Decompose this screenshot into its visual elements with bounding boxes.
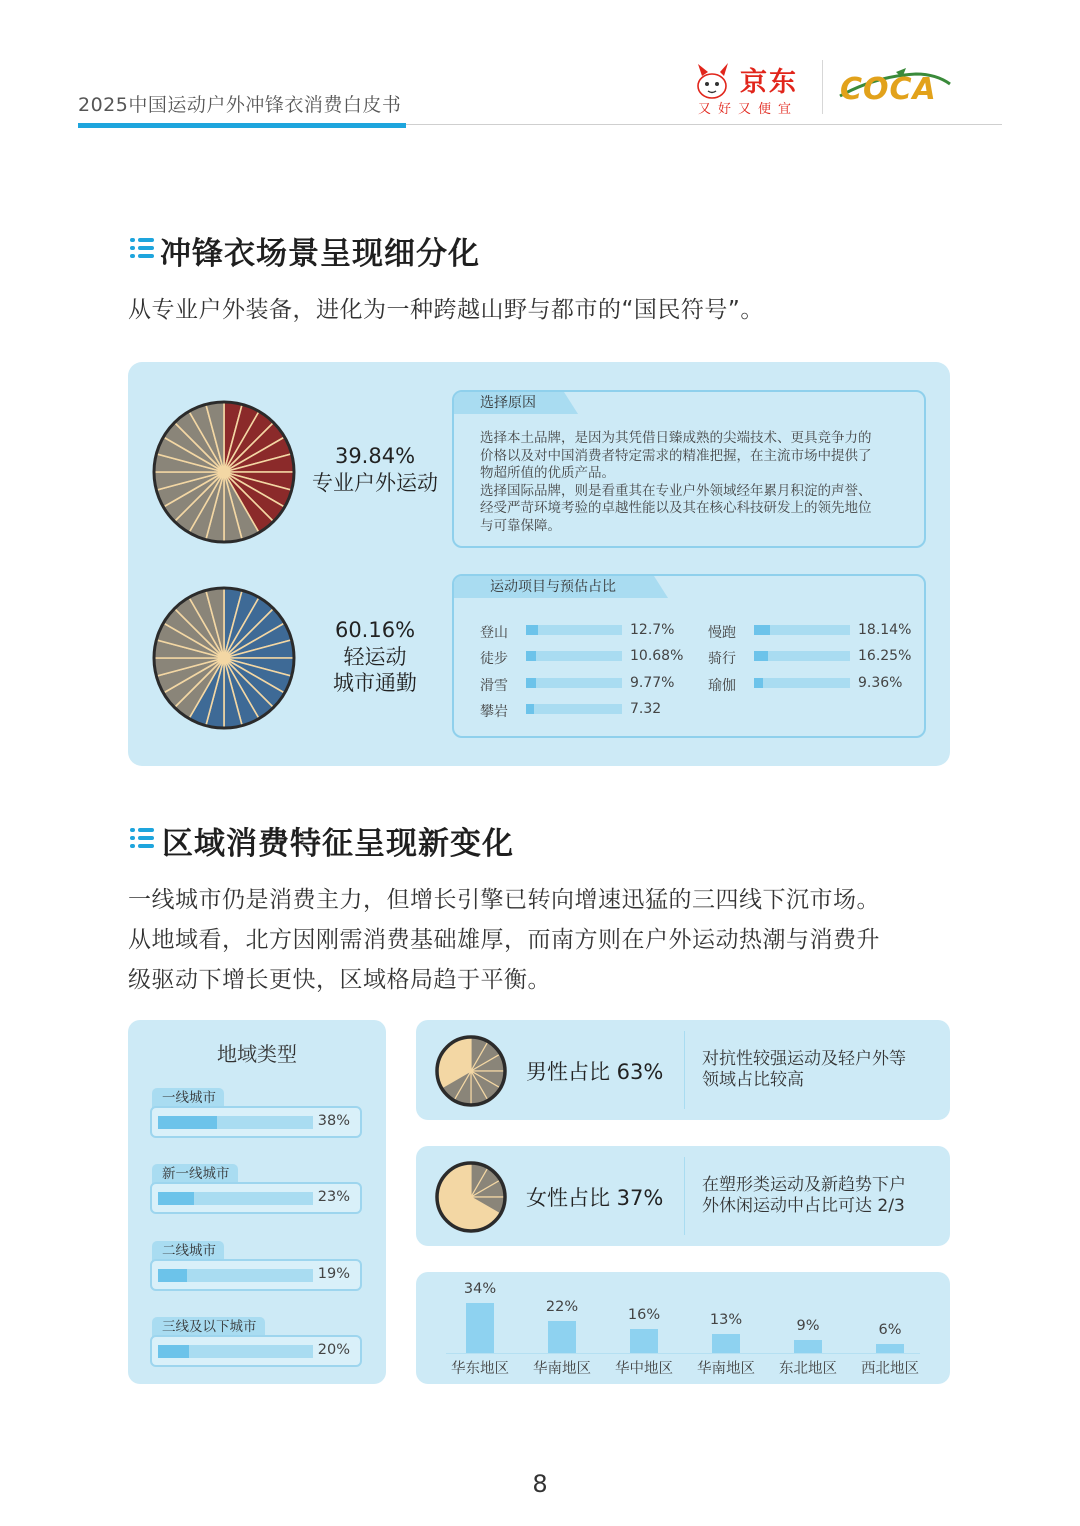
section2-intro: 一线城市仍是消费主力，但增长引擎已转向增速迅猛的三四线下沉市场。 从地域看，北方因刚需消费基础雄厚，而南方则在户外运动热潮与消费升 级驱动下增长更快，区域格局趋于平衡。 <box>128 887 880 993</box>
sport-bar <box>526 678 622 688</box>
city-tier-label: 二线城市 <box>152 1241 224 1261</box>
female-desc: 在塑形类运动及新趋势下户 外休闲运动中占比可达 2/3 <box>702 1175 906 1216</box>
bar-category-label: 东北地区 <box>779 1361 837 1377</box>
city-tier-value: 23% <box>317 1189 350 1205</box>
sport-value: 16.25% <box>858 648 912 664</box>
section1-intro: 从专业户外装备，进化为一种跨越山野与都市的“国民符号”。 <box>128 297 764 323</box>
sport-value: 7.32 <box>630 701 662 717</box>
pro-outdoor-label: 专业户外运动 <box>312 471 438 495</box>
logo-divider <box>822 60 823 114</box>
sports-box <box>452 574 926 738</box>
section2-title: 区域消费特征呈现新变化 <box>162 826 514 862</box>
city-tier-bar <box>150 1335 362 1367</box>
bar-category-label: 华东地区 <box>451 1361 509 1377</box>
list-heading-icon <box>130 236 154 260</box>
city-tier-bar <box>150 1182 362 1214</box>
sports-tab: 运动项目与预估占比 <box>454 576 654 598</box>
sport-bar <box>526 625 622 635</box>
bar-value-label: 9% <box>796 1317 820 1334</box>
light-sport-pct: 60.16% <box>334 618 416 642</box>
male-share-pie <box>432 1032 510 1110</box>
reason-text: 选择本土品牌，是因为其凭借日臻成熟的尖端技术、更具竞争力的 价格以及对中国消费者特定需求的精准把握，在主流市场中提供了 物超所值的优质产品。 选择国际品牌，则是看重其在专业户外领域经年累月积淀的声誉、 经受严苛环境考验的卓越性能以及其在核心科技研发上的领先地位 与可靠保障。 <box>480 430 872 534</box>
jd-brand-name: 京东 <box>740 67 798 98</box>
city-tier-label: 一线城市 <box>152 1088 224 1108</box>
region-title: 地域类型 <box>217 1042 297 1066</box>
bar <box>794 1340 822 1353</box>
pro-outdoor-pie <box>150 398 298 546</box>
region-card <box>128 1020 386 1384</box>
city-tier-label: 三线及以下城市 <box>152 1317 265 1337</box>
pro-outdoor-pct: 39.84% <box>334 444 416 468</box>
sport-value: 10.68% <box>630 648 684 664</box>
reason-box <box>452 390 926 548</box>
region-bar-chart <box>416 1272 950 1384</box>
bar <box>876 1344 904 1353</box>
bar <box>712 1334 740 1353</box>
sport-bar <box>754 625 850 635</box>
jd-slogan: 又好又便宜 <box>698 102 799 117</box>
male-card <box>416 1020 950 1120</box>
city-tier-bar <box>150 1106 362 1138</box>
sport-value: 9.77% <box>630 675 675 691</box>
city-tier-bar <box>150 1259 362 1291</box>
bar-value-label: 22% <box>545 1298 579 1315</box>
sport-bar <box>526 651 622 661</box>
sport-name: 徒步 <box>480 651 508 667</box>
city-tier-value: 38% <box>317 1113 350 1129</box>
header-accent-bar <box>78 123 406 128</box>
coca-logo <box>836 66 954 110</box>
sport-value: 9.36% <box>858 675 903 691</box>
city-tier-label: 新一线城市 <box>152 1164 238 1184</box>
bar-category-label: 华南地区 <box>697 1361 755 1377</box>
female-share-label: 女性占比 37% <box>526 1186 664 1210</box>
jd-logo <box>694 60 806 116</box>
coca-brand-name: COCA <box>840 72 937 107</box>
bar-category-label: 西北地区 <box>861 1361 919 1377</box>
sport-name: 骑行 <box>708 651 736 667</box>
sport-name: 登山 <box>480 625 508 641</box>
sport-name: 攀岩 <box>480 704 508 720</box>
sport-value: 18.14% <box>858 622 912 638</box>
male-desc: 对抗性较强运动及轻户外等 领域占比较高 <box>702 1049 906 1090</box>
page-number: 8 <box>532 1470 548 1498</box>
chart-baseline <box>446 1353 920 1354</box>
list-heading-icon <box>130 826 154 850</box>
bar-category-label: 华南地区 <box>533 1361 591 1377</box>
bar <box>548 1321 576 1353</box>
light-sport-label: 轻运动 <box>343 645 407 669</box>
light-sport-pie <box>150 584 298 732</box>
city-tier-value: 20% <box>317 1342 350 1358</box>
sport-bar <box>754 678 850 688</box>
commute-label: 城市通勤 <box>333 671 417 695</box>
bar-value-label: 34% <box>463 1281 497 1297</box>
sport-bar <box>526 704 622 714</box>
male-share-label: 男性占比 63% <box>526 1060 664 1084</box>
sport-name: 慢跑 <box>708 625 736 641</box>
sport-name: 瑜伽 <box>708 678 736 694</box>
bar-value-label: 6% <box>878 1322 902 1339</box>
reason-tab: 选择原因 <box>454 392 564 414</box>
section1-title: 冲锋衣场景呈现细分化 <box>160 236 480 272</box>
female-share-pie <box>432 1158 510 1236</box>
female-card <box>416 1146 950 1246</box>
bar-value-label: 16% <box>627 1307 661 1324</box>
jd-mascot-icon <box>694 62 732 102</box>
bar <box>630 1329 658 1353</box>
bar-value-label: 13% <box>709 1311 743 1328</box>
bar-category-label: 华中地区 <box>615 1361 673 1377</box>
bar <box>466 1303 494 1353</box>
city-tier-value: 19% <box>317 1266 350 1282</box>
sport-name: 滑雪 <box>480 678 508 694</box>
document-title: 2025中国运动户外冲锋衣消费白皮书 <box>78 94 402 116</box>
sport-bar <box>754 651 850 661</box>
sport-value: 12.7% <box>630 622 675 638</box>
